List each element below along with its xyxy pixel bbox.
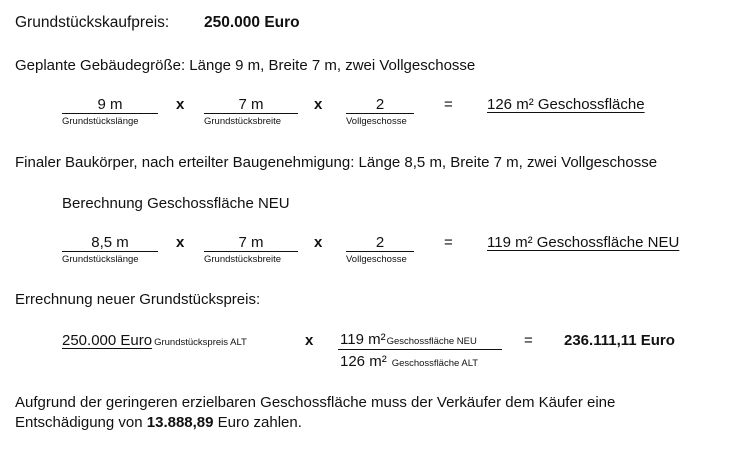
planned-equals: = — [444, 96, 453, 113]
old-price-value: 250.000 Euro — [62, 332, 153, 349]
final-floors-label: Vollgeschosse — [346, 254, 407, 265]
final-width-value: 7 m — [238, 234, 264, 251]
final-width-line — [204, 251, 298, 252]
new-price-heading: Errechnung neuer Grundstückspreis: — [15, 291, 261, 308]
final-length-value: 8,5 m — [91, 234, 129, 251]
numerator-label: Geschossfläche NEU — [386, 336, 477, 347]
final-floors-value: 2 — [375, 234, 385, 251]
planned-intro: Geplante Gebäudegröße: Länge 9 m, Breite 7 m, zwei Vollgeschosse — [15, 57, 476, 74]
conclusion-before: Entschädigung von — [15, 414, 147, 431]
final-length-label: Grundstückslänge — [62, 254, 139, 265]
new-price-times: x — [305, 332, 314, 349]
old-price-group — [62, 332, 247, 350]
price-label: Grundstückskaufpreis: — [15, 14, 170, 31]
compensation-amount: 13.888,89 — [146, 414, 214, 431]
final-equals: = — [444, 234, 453, 251]
planned-width-line — [204, 113, 298, 114]
planned-length-value: 9 m — [97, 96, 123, 113]
numerator-value: 119 m² — [340, 331, 386, 348]
conclusion-line-2 — [15, 414, 302, 431]
planned-floors-label: Vollgeschosse — [346, 116, 407, 127]
planned-length-label: Grundstückslänge — [62, 116, 139, 127]
conclusion-after: Euro zahlen. — [213, 414, 302, 431]
fraction-line — [338, 349, 502, 350]
final-intro: Finaler Baukörper, nach erteilter Baugenehmigung: Länge 8,5 m, Breite 7 m, zwei Vollgeschosse — [15, 154, 658, 171]
denominator-label: Geschossfläche ALT — [391, 358, 479, 369]
final-result: 119 m² Geschossfläche NEU — [487, 234, 680, 251]
price-value: 250.000 Euro — [204, 14, 300, 31]
final-length-line — [62, 251, 158, 252]
denominator-group — [340, 353, 478, 371]
numerator-group — [340, 331, 477, 349]
final-times-1: x — [176, 234, 185, 251]
new-price-equals: = — [524, 332, 533, 349]
conclusion-line-1: Aufgrund der geringeren erzielbaren Geschossfläche muss der Verkäufer dem Käufer eine — [15, 394, 616, 411]
planned-result: 126 m² Geschossfläche — [487, 96, 645, 113]
planned-width-label: Grundstücksbreite — [204, 116, 282, 127]
final-subheading: Berechnung Geschossfläche NEU — [62, 195, 290, 212]
final-times-2: x — [314, 234, 323, 251]
final-width-label: Grundstücksbreite — [204, 254, 282, 265]
planned-floors-line — [346, 113, 414, 114]
planned-width-value: 7 m — [238, 96, 264, 113]
denominator-value: 126 m² — [340, 353, 387, 370]
new-price-result: 236.111,11 Euro — [564, 332, 675, 349]
final-floors-line — [346, 251, 414, 252]
planned-times-2: x — [314, 96, 323, 113]
planned-floors-value: 2 — [375, 96, 385, 113]
planned-times-1: x — [176, 96, 185, 113]
old-price-label: Grundstückspreis ALT — [154, 337, 247, 348]
planned-length-line — [62, 113, 158, 114]
